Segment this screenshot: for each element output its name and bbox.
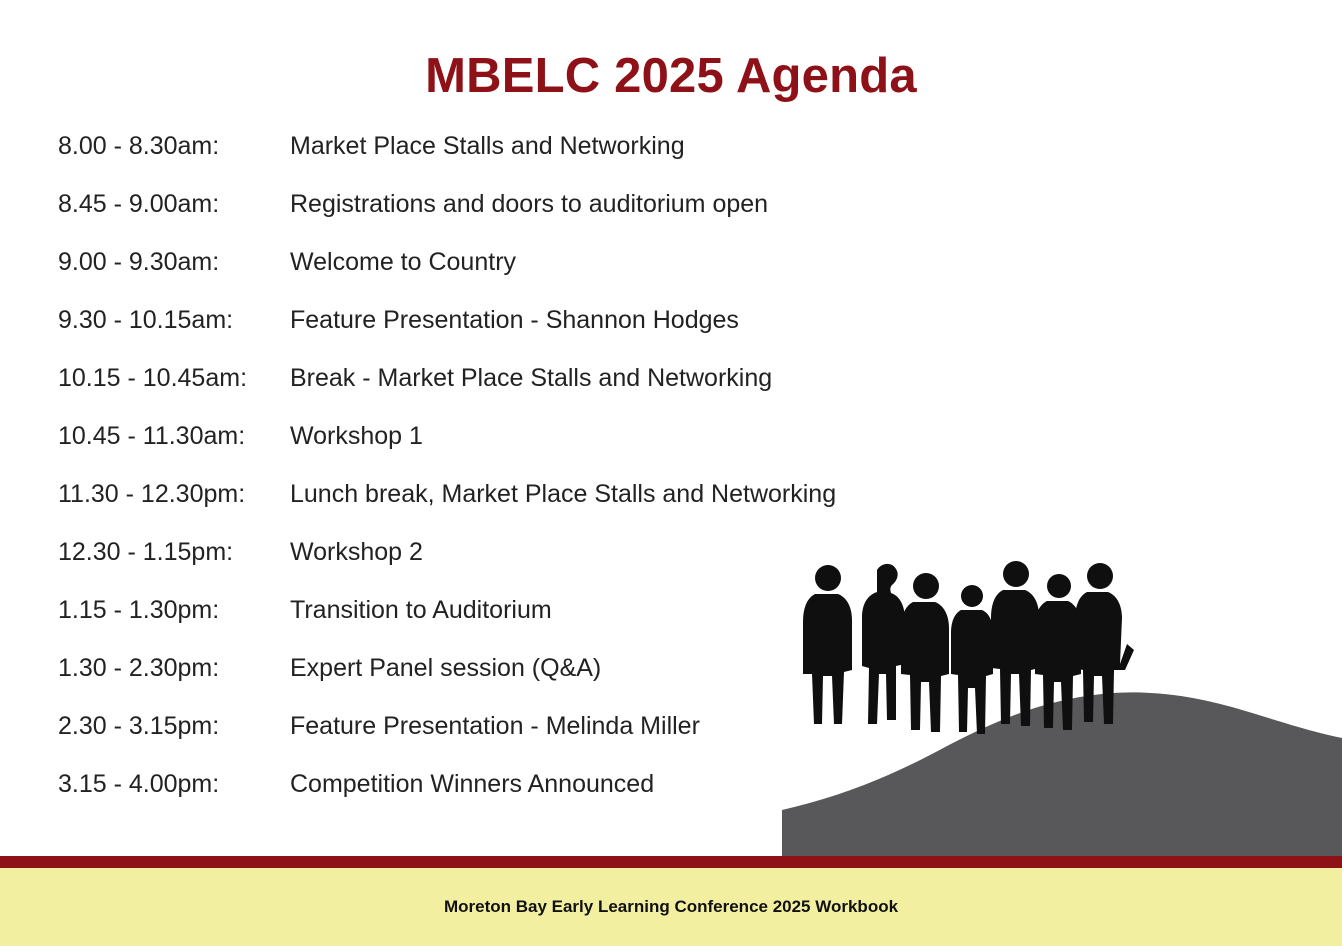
agenda-description: Expert Panel session (Q&A)	[290, 654, 602, 682]
footer-divider	[0, 856, 1342, 868]
agenda-time: 8.00 - 8.30am:	[58, 132, 220, 160]
agenda-row	[58, 538, 1302, 596]
agenda-time: 12.30 - 1.15pm:	[58, 538, 234, 566]
agenda-description: Feature Presentation - Melinda Miller	[290, 712, 700, 740]
agenda-time: 1.15 - 1.30pm:	[58, 596, 220, 624]
agenda-row	[58, 770, 1302, 828]
agenda-row	[58, 654, 1302, 712]
agenda-description: Workshop 2	[290, 538, 423, 566]
agenda-time: 10.15 - 10.45am:	[58, 364, 248, 392]
agenda-description: Market Place Stalls and Networking	[290, 132, 685, 160]
agenda-time: 1.30 - 2.30pm:	[58, 654, 220, 682]
agenda-description: Feature Presentation - Shannon Hodges	[290, 306, 739, 334]
agenda-row	[58, 596, 1302, 654]
agenda-time: 8.45 - 9.00am:	[58, 190, 220, 218]
agenda-time: 9.00 - 9.30am:	[58, 248, 220, 276]
agenda-row	[58, 480, 1302, 538]
agenda-row	[58, 712, 1302, 770]
agenda-time: 2.30 - 3.15pm:	[58, 712, 220, 740]
agenda-description: Competition Winners Announced	[290, 770, 655, 798]
page-title: MBELC 2025 Agenda	[425, 49, 917, 103]
footer-text: Moreton Bay Early Learning Conference 2025 Workbook	[443, 897, 899, 916]
agenda-row	[58, 306, 1302, 364]
agenda-description: Transition to Auditorium	[290, 596, 552, 624]
agenda-row	[58, 248, 1302, 306]
agenda-time: 11.30 - 12.30pm:	[58, 480, 246, 508]
agenda-time: 3.15 - 4.00pm:	[58, 770, 220, 798]
agenda-list	[58, 132, 1302, 828]
agenda-description: Registrations and doors to auditorium open	[290, 190, 769, 218]
agenda-row	[58, 132, 1302, 190]
agenda-description: Workshop 1	[290, 422, 423, 450]
agenda-row	[58, 364, 1302, 422]
agenda-time: 9.30 - 10.15am:	[58, 306, 234, 334]
agenda-time: 10.45 - 11.30am:	[58, 422, 246, 450]
agenda-description: Welcome to Country	[290, 248, 517, 276]
agenda-description: Lunch break, Market Place Stalls and Networking	[290, 480, 837, 508]
footer-band	[0, 868, 1342, 946]
agenda-row	[58, 190, 1302, 248]
agenda-row	[58, 422, 1302, 480]
agenda-description: Break - Market Place Stalls and Networking	[290, 364, 773, 392]
